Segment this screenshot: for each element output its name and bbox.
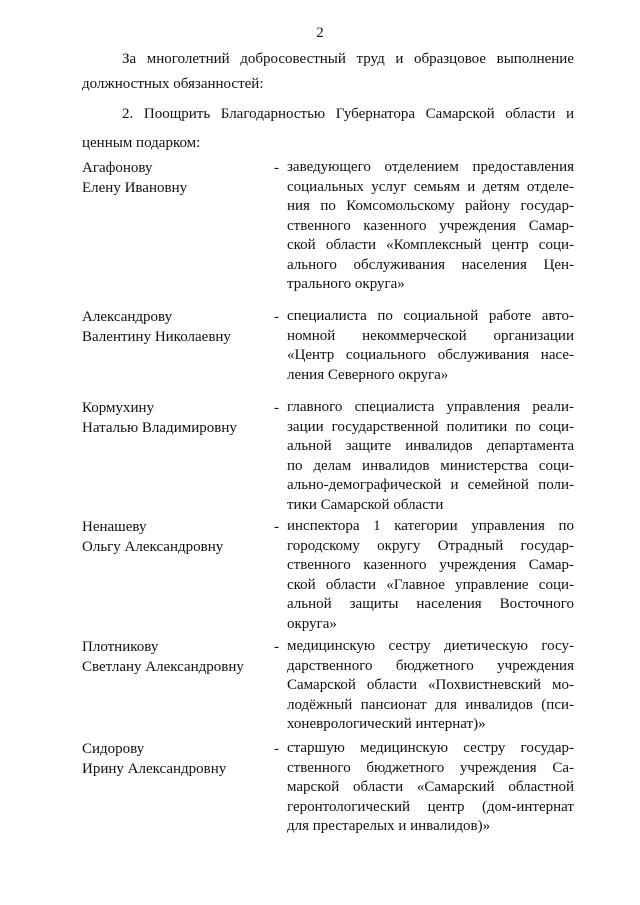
awardee-position: [287, 637, 574, 735]
awardee-position: [287, 739, 574, 837]
intro-paragraph-2-line-1: 2. Поощрить Благодарностью Губернатора Самарской области и: [122, 106, 574, 122]
position-line: альной защите инвалидов департамента: [287, 438, 574, 454]
awardee-surname: Плотникову: [82, 639, 159, 655]
position-line: медицинскую сестру диетическую госу-: [287, 638, 574, 654]
position-line: ально-демографической и семейной поли-: [287, 477, 574, 493]
list-dash: -: [274, 519, 279, 535]
position-line: Самарской области «Похвистневский мо-: [287, 677, 574, 693]
position-line: тики Самарской области: [287, 496, 444, 513]
position-line: старшую медицинскую сестру государ-: [287, 740, 574, 756]
position-line: ственного бюджетного учреждения Са-: [287, 759, 574, 776]
awardee-given-name: Елену Ивановну: [82, 180, 188, 196]
position-line: геронтологический центр (дом-интернат: [287, 798, 574, 815]
position-line: альной защиты населения Восточного: [287, 596, 574, 612]
awardee-position: [287, 307, 574, 385]
awardee-surname: Сидорову: [82, 741, 145, 757]
intro-paragraph-1-line-1: За многолетний добросовестный труд и образцовое выполнение: [122, 51, 574, 67]
awardee-surname: Александрову: [82, 309, 173, 325]
awardee-given-name: Ольгу Александровну: [82, 539, 224, 555]
position-line: социальных услуг семьям и детям отделе-: [287, 178, 574, 195]
position-line: ственного казенного учреждения Самар-: [287, 217, 574, 234]
position-line: «Центр социального обслуживания насе-: [287, 347, 574, 363]
awardee-given-name: Светлану Александровну: [82, 659, 244, 675]
position-line: ального обслуживания населения Цен-: [287, 256, 574, 273]
awardee-given-name: Наталью Владимировну: [82, 420, 237, 436]
position-line: марской области «Самарский областной: [287, 779, 574, 795]
position-line: трального округа»: [287, 276, 405, 292]
awardee-name: [82, 517, 262, 557]
awardee-name: [82, 637, 262, 677]
list-dash: -: [274, 400, 279, 416]
awardee-surname: Агафонову: [82, 160, 153, 176]
awardee-position: [287, 517, 574, 634]
position-line: лодёжный пансионат для инвалидов (пси-: [287, 696, 574, 713]
list-dash: -: [274, 309, 279, 325]
awardee-given-name: Валентину Николаевну: [82, 329, 231, 345]
position-line: хоневрологический интернат)»: [287, 716, 486, 732]
intro-paragraph-1-line-2: должностных обязанностей:: [82, 76, 264, 92]
awardee-position: [287, 398, 574, 515]
page-number: 2: [316, 25, 324, 41]
list-dash: -: [274, 741, 279, 757]
awardee-name: [82, 158, 262, 198]
awardee-given-name: Ирину Александровну: [82, 761, 227, 777]
position-line: ления Северного округа»: [287, 366, 449, 383]
awardee-name: [82, 739, 262, 779]
position-line: специалиста по социальной работе авто-: [287, 308, 574, 324]
position-line: ской области «Комплексный центр соци-: [287, 237, 574, 253]
awardee-surname: Кормухину: [82, 400, 155, 416]
position-line: ственного казенного учреждения Самар-: [287, 557, 574, 573]
list-dash: -: [274, 160, 279, 176]
position-line: городскому округу Отрадный государ-: [287, 537, 574, 554]
position-line: округа»: [287, 615, 337, 632]
position-line: заведующего отделением предоставления: [287, 159, 574, 175]
intro-paragraph-2-line-2: ценным подарком:: [82, 135, 201, 151]
position-line: для престарелых и инвалидов)»: [287, 818, 491, 834]
awardee-position: [287, 158, 574, 295]
awardee-surname: Ненашеву: [82, 519, 147, 535]
position-line: инспектора 1 категории управления по: [287, 518, 574, 534]
list-dash: -: [274, 639, 279, 655]
awardee-name: [82, 307, 262, 347]
position-line: дарственного бюджетного учреждения: [287, 657, 574, 674]
position-line: номной некоммерческой организации: [287, 327, 574, 344]
position-line: по делам инвалидов министерства соци-: [287, 457, 574, 474]
position-line: ской области «Главное управление соци-: [287, 576, 574, 593]
position-line: главного специалиста управления реали-: [287, 399, 574, 415]
awardee-name: [82, 398, 262, 438]
position-line: ния по Комсомольскому району государ-: [287, 198, 574, 214]
position-line: зации государственной политики по соци-: [287, 418, 574, 435]
